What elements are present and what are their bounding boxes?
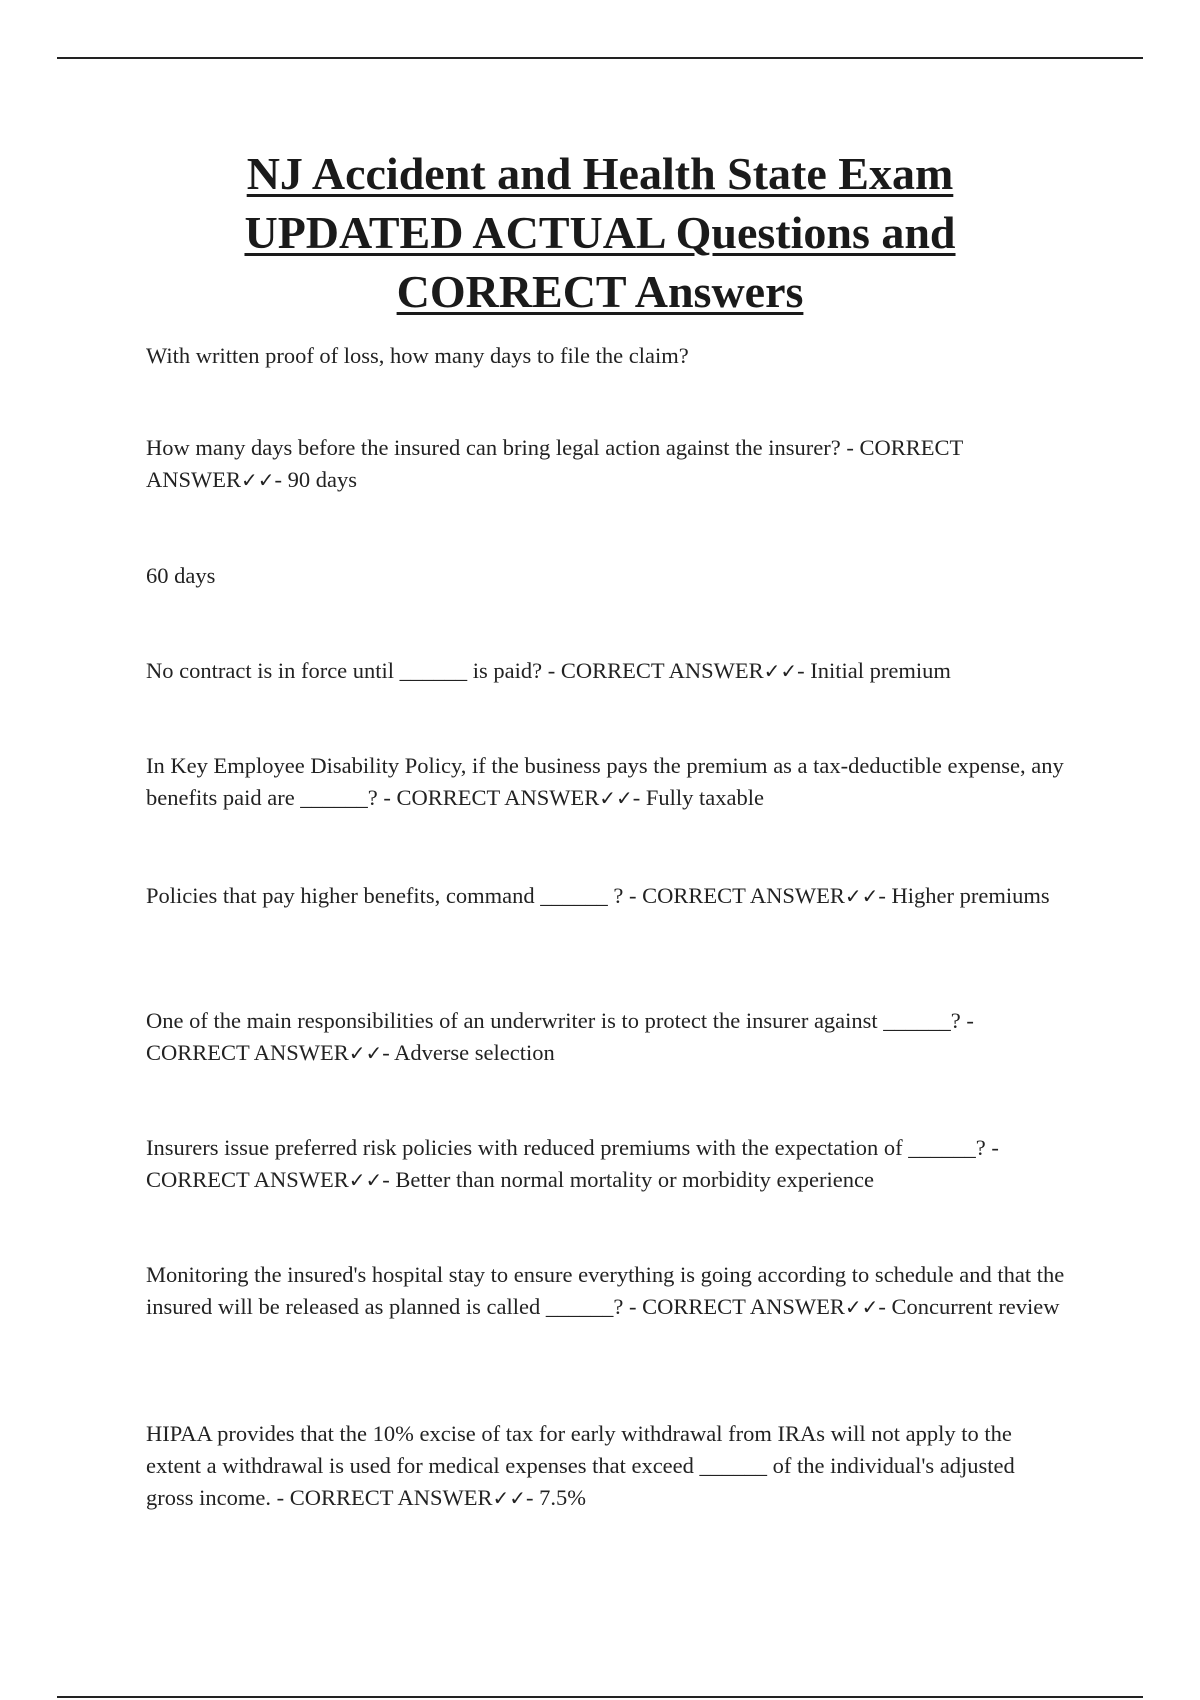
bottom-rule bbox=[57, 1696, 1143, 1698]
check-mark-icon: ✓✓ bbox=[492, 1486, 526, 1510]
paragraph-text: With written proof of loss, how many days to file the claim? bbox=[146, 343, 689, 368]
question-text: One of the main responsibilities of an underwriter is to protect the insurer against ______? - CORRECT ANSWER bbox=[146, 1008, 974, 1065]
top-rule bbox=[57, 57, 1143, 59]
qa-item-key-employee bbox=[146, 750, 1066, 814]
question-text: Policies that pay higher benefits, command ______ ? - CORRECT ANSWER bbox=[146, 883, 845, 908]
question-text: No contract is in force until ______ is paid? - CORRECT ANSWER bbox=[146, 658, 764, 683]
qa-item-hipaa bbox=[146, 1418, 1066, 1514]
paragraph-text: 60 days bbox=[146, 563, 216, 588]
qa-item-concurrent-review bbox=[146, 1259, 1066, 1323]
check-mark-icon: ✓✓ bbox=[844, 884, 879, 908]
question-text: In Key Employee Disability Policy, if the business pays the premium as a tax-deductible expense, any benefits paid are ______? - CORRECT ANSWER bbox=[146, 753, 1064, 810]
qa-item-legal-action bbox=[146, 432, 1066, 496]
title-line-2: UPDATED ACTUAL Questions and bbox=[244, 207, 956, 258]
question-text: Insurers issue preferred risk policies with reduced premiums with the expectation of ______? - CORRECT ANSWER bbox=[146, 1135, 999, 1192]
paragraph-60-days bbox=[146, 560, 1066, 592]
qa-item-preferred-risk bbox=[146, 1132, 1066, 1196]
answer-text: - Fully taxable bbox=[632, 785, 765, 810]
check-mark-icon: ✓✓ bbox=[763, 659, 798, 683]
check-mark-icon: ✓✓ bbox=[241, 468, 275, 492]
title-line-1: NJ Accident and Health State Exam bbox=[246, 148, 954, 199]
question-text: Monitoring the insured's hospital stay to ensure everything is going according to schedule and that the insured will be released as planned is called ______? - CORRECT ANSWER bbox=[146, 1262, 1065, 1319]
answer-text: - Initial premium bbox=[797, 658, 951, 683]
title-line-3: CORRECT Answers bbox=[396, 266, 804, 317]
answer-text: - 7.5% bbox=[525, 1485, 586, 1510]
question-text: How many days before the insured can bring legal action against the insurer? - CORRECT ANSWER bbox=[146, 435, 963, 492]
paragraph-1 bbox=[146, 340, 1066, 372]
check-mark-icon: ✓✓ bbox=[599, 786, 633, 810]
answer-text: - Adverse selection bbox=[382, 1040, 555, 1065]
check-mark-icon: ✓✓ bbox=[348, 1168, 383, 1192]
check-mark-icon: ✓✓ bbox=[844, 1295, 879, 1319]
answer-text: - Higher premiums bbox=[878, 883, 1050, 908]
check-mark-icon: ✓✓ bbox=[348, 1041, 383, 1065]
document-title bbox=[0, 144, 1200, 321]
qa-item-contract-in-force bbox=[146, 655, 1066, 687]
answer-text: - 90 days bbox=[274, 467, 358, 492]
answer-text: - Concurrent review bbox=[878, 1294, 1060, 1319]
qa-item-higher-benefits bbox=[146, 880, 1066, 912]
qa-item-underwriter bbox=[146, 1005, 1066, 1069]
answer-text: - Better than normal mortality or morbidity experience bbox=[382, 1167, 874, 1192]
question-text: HIPAA provides that the 10% excise of tax for early withdrawal from IRAs will not apply to the extent a withdrawal is used for medical expenses that exceed ______ of the individual's adjusted gross income. - CORRECT ANSWER bbox=[146, 1421, 1015, 1510]
